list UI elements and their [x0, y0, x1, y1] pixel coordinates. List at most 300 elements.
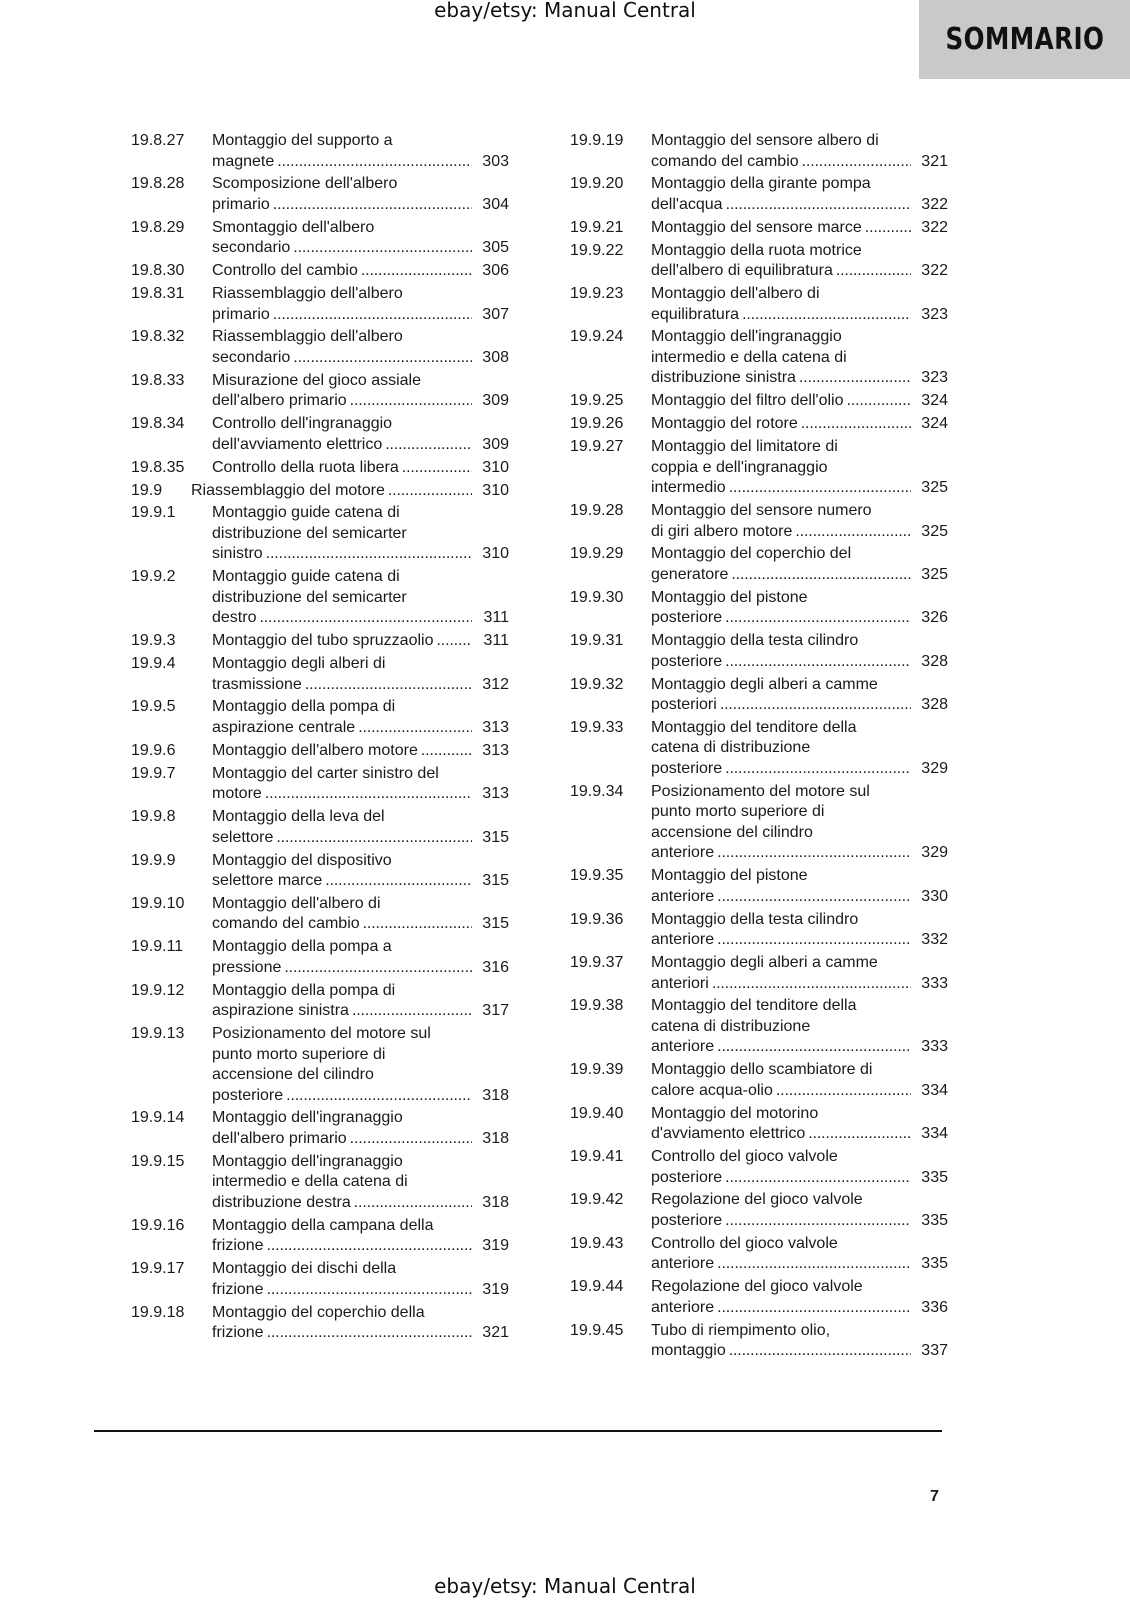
toc-entry-title-line: aspirazione centrale	[212, 718, 356, 736]
toc-entry[interactable]	[131, 981, 509, 1022]
dot-leader	[717, 1254, 911, 1275]
dot-leader	[717, 1298, 911, 1319]
dot-leader	[293, 348, 472, 369]
toc-entry-page: 329	[921, 844, 948, 862]
toc-entry-title-line: trasmissione	[212, 675, 302, 693]
toc-entry[interactable]	[570, 1321, 948, 1362]
toc-entry-title-line: secondario	[212, 239, 291, 257]
toc-entry-number: 19.9.34	[570, 782, 624, 800]
toc-entry-title-line: sinistro	[212, 545, 263, 563]
toc-entry-number: 19.9.36	[570, 910, 624, 928]
toc-entry-page: 322	[921, 195, 948, 213]
toc-entry-title-line: posteriore	[651, 652, 723, 670]
toc-entry[interactable]	[131, 503, 509, 565]
toc-entry-number: 19.9.38	[570, 997, 624, 1015]
toc-entry[interactable]	[131, 567, 509, 629]
dot-leader	[799, 368, 911, 389]
toc-entry-title-line: primario	[212, 195, 270, 213]
page-number: 7	[930, 1488, 939, 1505]
toc-entry[interactable]	[131, 371, 509, 412]
toc-entry[interactable]	[570, 1147, 948, 1188]
toc-entry-title-line: Montaggio dell'ingranaggio	[212, 1152, 403, 1170]
toc-entry-title-line: Montaggio del dispositivo	[212, 851, 392, 869]
toc-entry[interactable]	[570, 241, 948, 282]
toc-entry-page: 335	[921, 1211, 948, 1229]
dot-leader	[267, 1323, 472, 1344]
toc-entry-title-line: posteriore	[651, 1168, 723, 1186]
dot-leader	[436, 631, 472, 652]
toc-entry[interactable]	[131, 631, 509, 652]
toc-entry-number: 19.9.35	[570, 867, 624, 885]
toc-entry[interactable]	[131, 458, 509, 479]
toc-entry-title-line: Controllo del gioco valvole	[651, 1234, 838, 1252]
toc-entry-title-line: Montaggio della leva del	[212, 808, 385, 826]
toc-entry[interactable]	[570, 996, 948, 1058]
toc-entry[interactable]	[570, 631, 948, 672]
toc-entry[interactable]	[570, 866, 948, 907]
toc-entry-title-line: punto morto superiore di	[212, 1045, 386, 1063]
toc-entry[interactable]	[570, 131, 948, 172]
toc-column-left	[131, 131, 509, 1346]
toc-entry-title-line: Montaggio degli alberi a camme	[651, 675, 878, 693]
watermark-top: ebay/etsy: Manual Central	[434, 0, 696, 22]
toc-entry-title-line: Montaggio del sensore albero di	[651, 132, 879, 149]
toc-entry[interactable]	[131, 414, 509, 455]
toc-entry-title-line: Montaggio guide catena di	[212, 504, 400, 522]
toc-entry-title-line: Controllo del cambio	[212, 262, 358, 280]
toc-entry-title-line: Montaggio del sensore marce	[651, 218, 862, 236]
toc-entry-title-line: Riassemblaggio dell'albero	[212, 285, 403, 303]
toc-entry[interactable]	[131, 218, 509, 259]
toc-entry[interactable]	[570, 284, 948, 325]
toc-entry[interactable]	[570, 1190, 948, 1231]
toc-entry-page: 324	[921, 415, 948, 433]
toc-entry[interactable]	[131, 1303, 509, 1344]
dot-leader	[836, 261, 911, 282]
toc-entry-page: 319	[482, 1237, 509, 1255]
toc-entry-page: 330	[921, 887, 948, 905]
toc-entry-title-line: Montaggio della girante pompa	[651, 175, 871, 193]
toc-entry-title-line: anteriore	[651, 844, 715, 862]
toc-entry-title-line: distribuzione del semicarter	[212, 524, 407, 542]
toc-entry-title-line: Riassemblaggio dell'albero	[212, 328, 403, 346]
dot-leader	[742, 305, 911, 326]
toc-entry-title-line: distribuzione sinistra	[651, 369, 796, 387]
toc-entry-page: 316	[482, 958, 509, 976]
toc-entry[interactable]	[570, 953, 948, 994]
dot-leader	[363, 914, 472, 935]
toc-entry-title-line: comando del cambio	[651, 152, 799, 170]
toc-entry-title-line: magnete	[212, 152, 275, 170]
toc-entry-title-line: Misurazione del gioco assiale	[212, 371, 421, 389]
dot-leader	[725, 652, 911, 673]
toc-entry-number: 19.8.30	[131, 262, 185, 280]
toc-entry-title-line: Posizionamento del motore sul	[212, 1025, 431, 1043]
toc-entry-page: 337	[921, 1342, 948, 1360]
dot-leader	[808, 1124, 911, 1145]
toc-entry-page: 334	[921, 1125, 948, 1143]
toc-entry-number: 19.9.26	[570, 415, 624, 433]
toc-entry-number: 19.8.28	[131, 175, 185, 193]
toc-entry-number: 19.9.6	[131, 741, 176, 759]
toc-entry-title-line: selettore marce	[212, 872, 323, 890]
toc-entry[interactable]	[131, 764, 509, 805]
toc-entry-number: 19.9.22	[570, 241, 624, 259]
toc-entry-title-line: Montaggio del motorino	[651, 1104, 819, 1122]
toc-entry-title-line: Montaggio dello scambiatore di	[651, 1061, 873, 1079]
toc-entry-page: 315	[482, 915, 509, 933]
toc-entry-title-line: Montaggio dell'albero motore	[212, 741, 418, 759]
dot-leader	[802, 152, 911, 173]
toc-entry[interactable]	[131, 174, 509, 215]
dot-leader	[350, 391, 472, 412]
toc-entry-page: 311	[483, 632, 509, 650]
toc-entry-page: 335	[921, 1168, 948, 1186]
toc-entry-title-line: intermedio e della catena di	[651, 348, 847, 366]
dot-leader	[720, 695, 911, 716]
dot-leader	[259, 608, 472, 629]
toc-entry-page: 310	[482, 481, 509, 499]
toc-entry-number: 19.9.42	[570, 1191, 624, 1209]
toc-entry-number: 19.9.41	[570, 1148, 624, 1166]
dot-leader	[358, 718, 472, 739]
toc-entry-title-line: Tubo di riempimento olio,	[651, 1321, 831, 1339]
toc-entry[interactable]	[131, 654, 509, 695]
toc-entry-number: 19.9.20	[570, 175, 624, 193]
toc-entry-title-line: posteriore	[651, 609, 723, 627]
toc-column-right	[570, 131, 948, 1364]
toc-entry-title-line: frizione	[212, 1280, 264, 1298]
toc-entry-page: 318	[482, 1129, 509, 1147]
toc-entry-title-line: selettore	[212, 828, 274, 846]
toc-entry-number: 19.9.4	[131, 655, 176, 673]
toc-entry-page: 310	[482, 458, 509, 476]
toc-entry[interactable]	[131, 327, 509, 368]
toc-entry-number: 19.9.24	[570, 328, 624, 346]
toc-entry-title-line: Montaggio dei dischi della	[212, 1260, 397, 1278]
dot-leader	[725, 759, 911, 780]
toc-entry-title-line: Montaggio degli alberi di	[212, 655, 386, 673]
toc-entry-title-line: Montaggio del sensore numero	[651, 502, 872, 520]
toc-entry[interactable]	[570, 1060, 948, 1101]
toc-entry-number: 19.9.2	[131, 568, 176, 586]
toc-entry[interactable]	[570, 327, 948, 389]
toc-entry[interactable]	[570, 437, 948, 499]
toc-entry[interactable]	[131, 851, 509, 892]
dot-leader	[717, 843, 911, 864]
toc-entry-title-line: Montaggio della pompa di	[212, 981, 396, 999]
toc-entry-title-line: anteriore	[651, 887, 715, 905]
toc-entry-number: 19.9.17	[131, 1260, 185, 1278]
toc-entry-number: 19.9.21	[570, 218, 624, 236]
toc-entry-number: 19.8.35	[131, 458, 185, 476]
toc-entry-title-line: di giri albero motore	[651, 522, 793, 540]
toc-entry-number: 19.9.3	[131, 632, 176, 650]
toc-entry-number: 19.8.29	[131, 218, 185, 236]
toc-entry[interactable]	[131, 1024, 509, 1106]
toc-entry[interactable]	[131, 697, 509, 738]
toc-entry-title-line: dell'albero primario	[212, 392, 347, 410]
toc-entry-page: 322	[921, 262, 948, 280]
toc-entry-page: 303	[482, 152, 509, 170]
dot-leader	[361, 261, 472, 282]
toc-entry-page: 323	[921, 305, 948, 323]
toc-entry-number: 19.9.12	[131, 981, 185, 999]
toc-entry[interactable]	[570, 1277, 948, 1318]
dot-leader	[354, 1193, 472, 1214]
toc-entry[interactable]	[570, 910, 948, 951]
toc-entry-page: 322	[921, 218, 948, 236]
toc-entry-page: 325	[921, 479, 948, 497]
dot-leader	[725, 1168, 911, 1189]
toc-entry-title-line: calore acqua-olio	[651, 1081, 773, 1099]
toc-entry-title-line: comando del cambio	[212, 915, 360, 933]
toc-entry-title-line: Montaggio del supporto a	[212, 132, 393, 149]
toc-entry-title-line: anteriore	[651, 1038, 715, 1056]
toc-entry-page: 321	[921, 152, 948, 170]
toc-entry-page: 325	[921, 565, 948, 583]
toc-entry-title-line: Montaggio del filtro dell'olio	[651, 392, 844, 410]
toc-entry-title-line: pressione	[212, 958, 282, 976]
toc-entry-page: 326	[921, 609, 948, 627]
toc-entry[interactable]	[131, 284, 509, 325]
toc-entry-number: 19.9.45	[570, 1321, 624, 1339]
dot-leader	[712, 974, 911, 995]
toc-entry-title-line: motore	[212, 785, 262, 803]
toc-entry-title-line: dell'albero primario	[212, 1129, 347, 1147]
dot-leader	[293, 238, 472, 259]
toc-entry-number: 19.9.25	[570, 392, 624, 410]
toc-entry-page: 335	[921, 1255, 948, 1273]
toc-entry[interactable]	[131, 261, 509, 282]
toc-entry-title-line: Montaggio della ruota motrice	[651, 241, 862, 259]
dot-leader	[402, 458, 472, 479]
toc-entry-title-line: Montaggio dell'albero di	[212, 894, 381, 912]
toc-entry-title-line: destro	[212, 609, 257, 627]
toc-entry-title-line: Montaggio del pistone	[651, 867, 808, 885]
toc-entry-page: 334	[921, 1081, 948, 1099]
toc-entry-page: 318	[482, 1193, 509, 1211]
toc-entry-page: 329	[921, 759, 948, 777]
toc-entry-title-line: Montaggio degli alberi a camme	[651, 954, 878, 972]
toc-entry-title-line: dell'acqua	[651, 195, 723, 213]
toc-entry[interactable]	[570, 391, 948, 412]
toc-entry-page: 324	[921, 392, 948, 410]
toc-entry-page: 336	[921, 1298, 948, 1316]
toc-entry[interactable]	[570, 501, 948, 542]
toc-entry-number: 19.9.10	[131, 894, 185, 912]
toc-entry-page: 309	[482, 435, 509, 453]
toc-entry-title-line: posteriori	[651, 696, 717, 714]
toc-entry-page: 325	[921, 522, 948, 540]
toc-entry-number: 19.9.43	[570, 1234, 624, 1252]
toc-entry-number: 19.9.31	[570, 632, 624, 650]
toc-entry-title-line: anteriore	[651, 931, 715, 949]
toc-entry-title-line: Montaggio dell'albero di	[651, 285, 820, 303]
toc-entry-title-line: Regolazione del gioco valvole	[651, 1191, 863, 1209]
toc-entry[interactable]	[570, 218, 948, 239]
toc-entry[interactable]	[131, 131, 509, 172]
toc-entry-page: 310	[482, 545, 509, 563]
toc-entry-title-line: primario	[212, 305, 270, 323]
toc-entry-number: 19.9.15	[131, 1152, 185, 1170]
toc-entry-page: 333	[921, 974, 948, 992]
toc-entry[interactable]	[131, 807, 509, 848]
toc-entry-page: 307	[482, 305, 509, 323]
toc-entry-title-line: intermedio e della catena di	[212, 1173, 408, 1191]
toc-entry-number: 19.9.1	[131, 504, 176, 522]
toc-entry[interactable]	[131, 1152, 509, 1214]
toc-entry-title-line: secondario	[212, 348, 291, 366]
toc-entry-number: 19.9.8	[131, 808, 176, 826]
section-tab	[919, 0, 1130, 79]
dot-leader	[305, 675, 472, 696]
toc-entry-title-line: Montaggio dell'ingranaggio	[212, 1109, 403, 1127]
toc-entry-title-line: catena di distribuzione	[651, 739, 811, 757]
toc-entry[interactable]	[570, 1234, 948, 1275]
toc-entry-page: 305	[482, 239, 509, 257]
toc-entry[interactable]	[570, 718, 948, 780]
dot-leader	[729, 1341, 911, 1362]
toc-entry-page: 312	[482, 675, 509, 693]
toc-entry-title-line: anteriore	[651, 1255, 715, 1273]
toc-entry-title-line: Montaggio dell'ingranaggio	[651, 328, 842, 346]
toc-entry-number: 19.9.11	[131, 938, 184, 956]
footer-rule	[94, 1430, 942, 1432]
toc-entry-number: 19.9.33	[570, 718, 624, 736]
toc-entry[interactable]	[131, 1216, 509, 1257]
toc-entry-title-line: Montaggio del coperchio della	[212, 1303, 425, 1321]
dot-leader	[325, 871, 472, 892]
toc-entry[interactable]	[570, 414, 948, 435]
toc-entry-title-line: Montaggio del pistone	[651, 588, 808, 606]
section-title: SOMMARIO	[945, 22, 1104, 57]
toc-entry-number: 19.9	[131, 481, 163, 499]
toc-entry-title-line: Riassemblaggio del motore	[191, 481, 385, 499]
dot-leader	[776, 1081, 911, 1102]
toc-entry-page: 311	[483, 609, 509, 627]
toc-entry-title-line: distribuzione destra	[212, 1193, 351, 1211]
toc-entry-number: 19.9.40	[570, 1104, 624, 1122]
toc-entry-title-line: Scomposizione dell'albero	[212, 175, 398, 193]
dot-leader	[388, 481, 472, 502]
toc-entry-title-line: Montaggio del tenditore della	[651, 997, 857, 1015]
dot-leader	[352, 1001, 472, 1022]
toc-entry-title-line: dell'avviamento elettrico	[212, 435, 383, 453]
toc-entry-number: 19.9.18	[131, 1303, 185, 1321]
toc-entry-page: 313	[482, 718, 509, 736]
toc-entry-page: 304	[482, 195, 509, 213]
toc-entry-number: 19.9.19	[570, 132, 624, 149]
toc-entry-title-line: Montaggio del coperchio del	[651, 545, 852, 563]
dot-leader	[717, 930, 911, 951]
toc-entry[interactable]	[570, 1104, 948, 1145]
toc-entry[interactable]	[570, 675, 948, 716]
toc-entry-title-line: Montaggio della pompa di	[212, 698, 396, 716]
toc-entry-title-line: montaggio	[651, 1342, 726, 1360]
dot-leader	[385, 435, 472, 456]
toc-entry-number: 19.9.5	[131, 698, 176, 716]
toc-entry-title-line: d'avviamento elettrico	[651, 1125, 806, 1143]
toc-entry-page: 321	[482, 1324, 509, 1342]
toc-entry-page: 317	[482, 1002, 509, 1020]
toc-entry-title-line: Montaggio guide catena di	[212, 568, 400, 586]
dot-leader	[795, 522, 911, 543]
toc-entry-title-line: accensione del cilindro	[212, 1066, 374, 1084]
toc-entry-title-line: catena di distribuzione	[651, 1017, 811, 1035]
toc-entry-title-line: Montaggio della pompa a	[212, 938, 392, 956]
toc-entry-title-line: intermedio	[651, 479, 726, 497]
toc-entry-title-line: frizione	[212, 1237, 264, 1255]
toc-entry-number: 19.9.30	[570, 588, 624, 606]
toc-entry-number: 19.8.34	[131, 415, 185, 433]
toc-entry-title-line: anteriori	[651, 974, 709, 992]
toc-entry[interactable]	[131, 894, 509, 935]
toc-entry[interactable]	[570, 174, 948, 215]
dot-leader	[725, 608, 911, 629]
toc-entry-number: 19.9.14	[131, 1109, 185, 1127]
toc-entry[interactable]	[570, 588, 948, 629]
dot-leader	[267, 1280, 472, 1301]
dot-leader	[277, 152, 472, 173]
toc-entry[interactable]	[570, 544, 948, 585]
toc-entry[interactable]	[131, 1108, 509, 1149]
toc-entry-title-line: frizione	[212, 1324, 264, 1342]
dot-leader	[273, 195, 472, 216]
toc-entry-title-line: accensione del cilindro	[651, 823, 813, 841]
toc-entry-number: 19.9.16	[131, 1216, 185, 1234]
dot-leader	[273, 305, 472, 326]
dot-leader	[801, 414, 911, 435]
toc-entry-title-line: Controllo del gioco valvole	[651, 1148, 838, 1166]
toc-entry-title-line: Montaggio della testa cilindro	[651, 632, 859, 650]
toc-entry-title-line: Montaggio del carter sinistro del	[212, 764, 439, 782]
toc-entry-page: 313	[482, 741, 509, 759]
toc-entry-number: 19.9.13	[131, 1025, 185, 1043]
toc-entry-page: 315	[482, 872, 509, 890]
toc-entry[interactable]	[131, 741, 509, 762]
toc-entry[interactable]	[131, 481, 509, 502]
toc-entry-title-line: Montaggio della campana della	[212, 1216, 434, 1234]
toc-entry-number: 19.9.7	[131, 764, 176, 782]
toc-entry-title-line: coppia e dell'ingranaggio	[651, 458, 828, 476]
toc-entry-number: 19.9.29	[570, 545, 624, 563]
dot-leader	[421, 741, 472, 762]
toc-entry-title-line: Montaggio del tubo spruzzaolio	[212, 632, 434, 650]
dot-leader	[725, 1211, 911, 1232]
toc-entry-title-line: Controllo dell'ingranaggio	[212, 415, 393, 433]
toc-entry-page: 313	[482, 785, 509, 803]
dot-leader	[267, 1236, 472, 1257]
dot-leader	[847, 391, 912, 412]
toc-entry-title-line: Montaggio del tenditore della	[651, 718, 857, 736]
toc-entry-title-line: equilibratura	[651, 305, 740, 323]
toc-entry-page: 323	[921, 369, 948, 387]
toc-entry[interactable]	[131, 937, 509, 978]
toc-entry-number: 19.9.23	[570, 285, 624, 303]
toc-entry[interactable]	[570, 782, 948, 864]
toc-entry-title-line: posteriore	[651, 759, 723, 777]
dot-leader	[350, 1129, 472, 1150]
toc-entry[interactable]	[131, 1259, 509, 1300]
toc-entry-number: 19.9.44	[570, 1278, 624, 1296]
toc-entry-title-line: Montaggio della testa cilindro	[651, 910, 859, 928]
toc-entry-title-line: posteriore	[651, 1211, 723, 1229]
toc-entry-number: 19.9.9	[131, 851, 176, 869]
toc-entry-title-line: punto morto superiore di	[651, 803, 825, 821]
toc-entry-title-line: anteriore	[651, 1298, 715, 1316]
toc-entry-number: 19.8.27	[131, 132, 185, 149]
